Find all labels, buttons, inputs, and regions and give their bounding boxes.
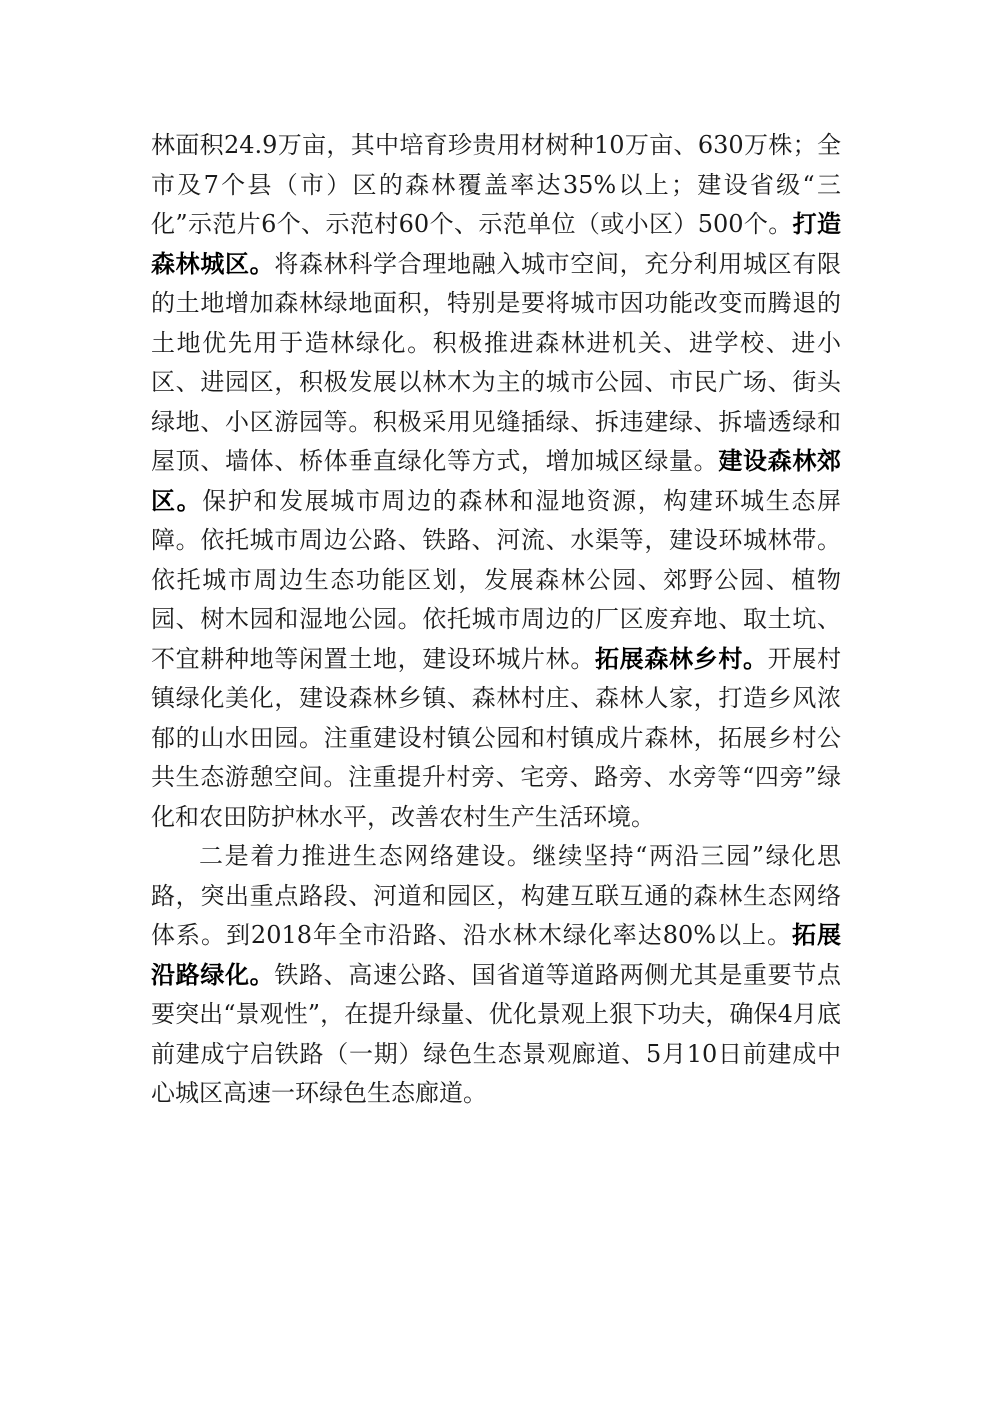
text-run: 保护和发展城市周边的森林和湿地资源，构建环城生态屏障。依托城市周边公路、铁路、河流、水渠等，建设环城林带。依托城市周边生态功能区划，发展森林公园、郊野公园、植物园、树木园和湿地公园。依托城市周边的厂区废弃地、取土坑、不宜耕种地等闲置土地，建设环城片林。 [151,486,842,673]
text-run: 林面积24.9万亩，其中培育珍贵用材树种10万亩、630万株；全市及7个县（市）区的森林覆盖率达35%以上；建设省级“三化”示范片6个、示范村60个、示范单位（或小区）500个。 [151,131,841,238]
section-heading-roadside-greening: 拓展沿路绿化。 [151,921,842,989]
paragraph-2 [151,837,841,1114]
text-run: 铁路、高速公路、国省道等道路两侧尤其是重要节点要突出“景观性”，在提升绿量、优化景观上狠下功夫，确保4月底前建成宁启铁路（一期）绿色生态景观廊道、5月10日前建成中心城区高速一环绿色生态廊道。 [151,960,842,1107]
section-heading-forest-village: 拓展森林乡村。 [595,644,768,673]
section-heading-forest-city: 打造森林城区。 [151,210,841,278]
text-run: 开展村镇绿化美化，建设森林乡镇、森林村庄、森林人家，打造乡风浓郁的山水田园。注重建设村镇公园和村镇成片森林，拓展乡村公共生态游憩空间。注重提升村旁、宅旁、路旁、水旁等“四旁”绿化和农田防护林水平，改善农村生产生活环境。 [151,644,842,831]
text-run: 将森林科学合理地融入城市空间，充分利用城区有限的土地增加森林绿地面积，特别是要将城市因功能改变而腾退的土地优先用于造林绿化。积极推进森林进机关、进学校、进小区、进园区，积极发展以林木为主的城市公园、市民广场、街头绿地、小区游园等。积极采用见缝插绿、拆违建绿、拆墙透绿和屋顶、墙体、桥体垂直绿化等方式，增加城区绿量。 [151,249,842,475]
body-text [151,126,841,1114]
paragraph-1 [151,126,841,837]
text-run: 二是着力推进生态网络建设。继续坚持“两沿三园”绿化思路，突出重点路段、河道和园区，构建互联互通的森林生态网络体系。到2018年全市沿路、沿水林木绿化率达80%以上。 [151,842,841,949]
section-heading-forest-suburb: 建设森林郊区。 [151,447,842,515]
